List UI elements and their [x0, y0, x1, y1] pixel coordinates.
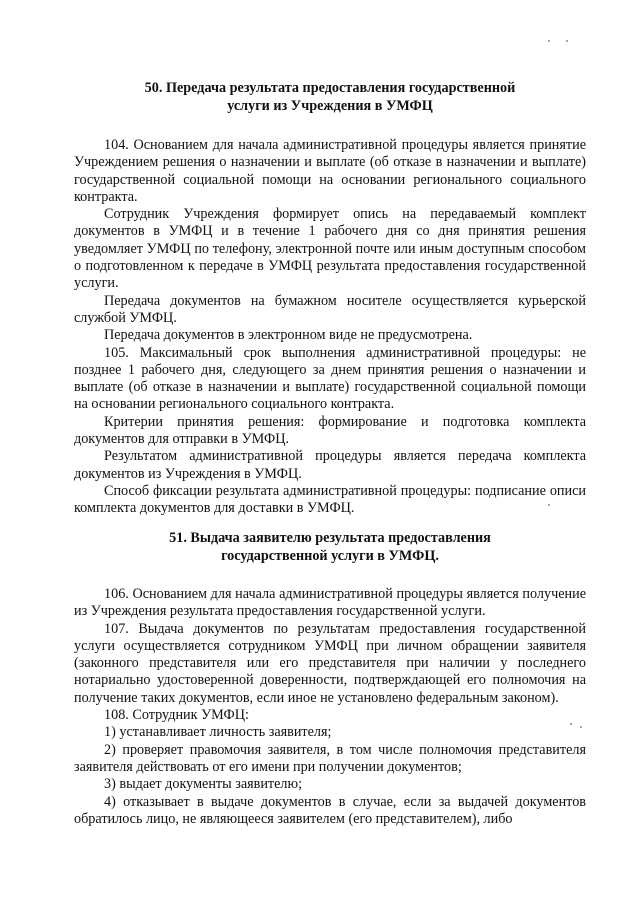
section-50-title-line-1: 50. Передача результата предоставления государственной [144, 80, 516, 96]
list-item-4: 4) отказывает в выдаче документов в случае, если за выдачей документов обратилось лицо, не являющееся заявителем (его представителем), либо [74, 793, 586, 827]
section-51-body [74, 586, 586, 828]
paragraph-104: 104. Основанием для начала административной процедуры является принятие Учреждением решения о назначении и выплате (об отказе в назначении и выплате) государственной социальной помощи на основании регионального социального контракта. [74, 137, 586, 205]
scan-speck [566, 40, 568, 42]
scan-speck [548, 40, 550, 42]
paragraph-paper-transfer: Передача документов на бумажном носителе осуществляется курьерской службой УМФЦ. [74, 292, 586, 326]
section-51-title-line-2: государственной услуги в УМФЦ. [221, 548, 439, 564]
section-50-title-line-2: услуги из Учреждения в УМФЦ [227, 98, 433, 114]
list-item-3: 3) выдает документы заявителю; [104, 776, 303, 793]
section-50-heading [40, 79, 620, 115]
paragraph-inventory: Сотрудник Учреждения формирует опись на передаваемый комплект документов в УМФЦ и в течение 1 рабочего дня со дня принятия решения уведомляет УМФЦ по телефону, электронной почте или иным доступным способом о подготовленном к передаче в УМФЦ результата предоставления государственной услуги. [74, 206, 586, 292]
paragraph-107: 107. Выдача документов по результатам предоставления государственной услуги осуществляется сотрудником УМФЦ при личном обращении заявителя (законного представителя или его представителя при наличии у последнего нотариально удостоверенной доверенности, подтверждающей его полномочия на получение таких документов, если иное не установлено федеральным законом). [74, 620, 586, 706]
section-50-body [74, 137, 586, 518]
paragraph-fixation: Способ фиксации результата административной процедуры: подписание описи комплекта документов для доставки в УМФЦ. [74, 482, 586, 517]
list-item-1: 1) устанавливает личность заявителя; [104, 724, 332, 741]
paragraph-electronic-transfer: Передача документов в электронном виде не предусмотрена. [104, 327, 473, 344]
scan-speck [570, 723, 572, 725]
paragraph-result: Результатом административной процедуры является передача комплекта документов из Учреждения в УМФЦ. [74, 448, 586, 482]
scan-speck [548, 504, 550, 506]
list-item-2: 2) проверяет правомочия заявителя, в том числе полномочия представителя заявителя действовать от его имени при получении документов; [74, 741, 586, 775]
paragraph-106: 106. Основанием для начала административной процедуры является получение из Учреждения результата предоставления государственной услуги. [74, 586, 586, 620]
section-51-title-line-1: 51. Выдача заявителю результата предоставления [169, 530, 491, 546]
paragraph-criteria: Критерии принятия решения: формирование и подготовка комплекта документов для отправки в УМФЦ. [74, 413, 586, 448]
scan-speck [580, 726, 582, 728]
paragraph-108: 108. Сотрудник УМФЦ: [104, 707, 249, 724]
paragraph-105: 105. Максимальный срок выполнения административной процедуры: не позднее 1 рабочего дня, следующего за днем принятия решения о назначении и выплате (об отказе в назначении и выплате) государственной социальной помощи на основании регионального социального контракта. [74, 344, 586, 413]
section-51-heading [40, 529, 620, 565]
